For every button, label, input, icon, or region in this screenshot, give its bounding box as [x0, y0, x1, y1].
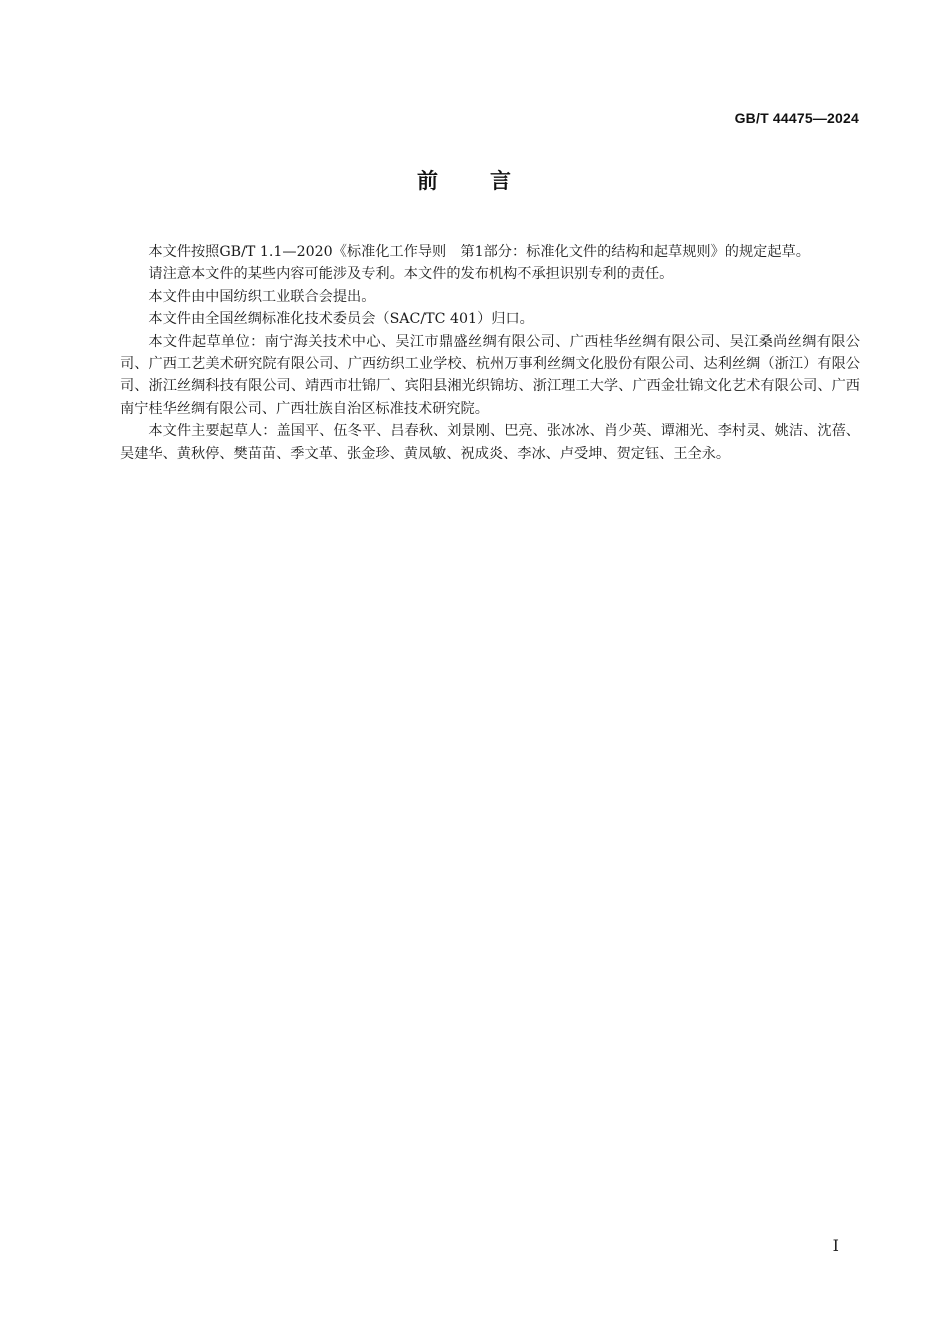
paragraph-proposer: 本文件由中国纺织工业联合会提出。 [148, 288, 376, 305]
document-code: GB/T 44475—2024 [734, 110, 859, 126]
paragraph-drafters: 本文件主要起草人：盖国平、伍冬平、吕春秋、刘景刚、巴亮、张冰冰、肖少英、谭湘光、李村灵、姚洁、沈蓓、吴建华、黄秋停、樊苗苗、季文革、张金珍、黄凤敏、祝成炎、李冰、卢受坤、贺定钰、王全永。 [120, 423, 860, 462]
paragraph-committee: 本文件由全国丝绸标准化技术委员会（SAC/TC 401）归口。 [148, 311, 534, 328]
foreword-body [120, 241, 860, 465]
page-number: I [832, 1236, 839, 1255]
paragraph-patent-notice: 请注意本文件的某些内容可能涉及专利。本文件的发布机构不承担识别专利的责任。 [148, 266, 674, 283]
page-title: 前言 [417, 169, 563, 193]
paragraph-drafting-units: 本文件起草单位：南宁海关技术中心、吴江市鼎盛丝绸有限公司、广西桂华丝绸有限公司、吴江桑尚丝绸有限公司、广西工艺美术研究院有限公司、广西纺织工业学校、杭州万事利丝绸文化股份有限公司、达利丝绸（浙江）有限公司、浙江丝绸科技有限公司、靖西市壮锦厂、宾阳县湘光织锦坊、浙江理工大学、广西金壮锦文化艺术有限公司、广西南宁桂华丝绸有限公司、广西壮族自治区标准技术研究院。 [120, 333, 860, 417]
paragraph-drafting-rules: 本文件按照GB/T 1.1—2020《标准化工作导则 第1部分：标准化文件的结构和起草规则》的规定起草。 [148, 244, 810, 260]
